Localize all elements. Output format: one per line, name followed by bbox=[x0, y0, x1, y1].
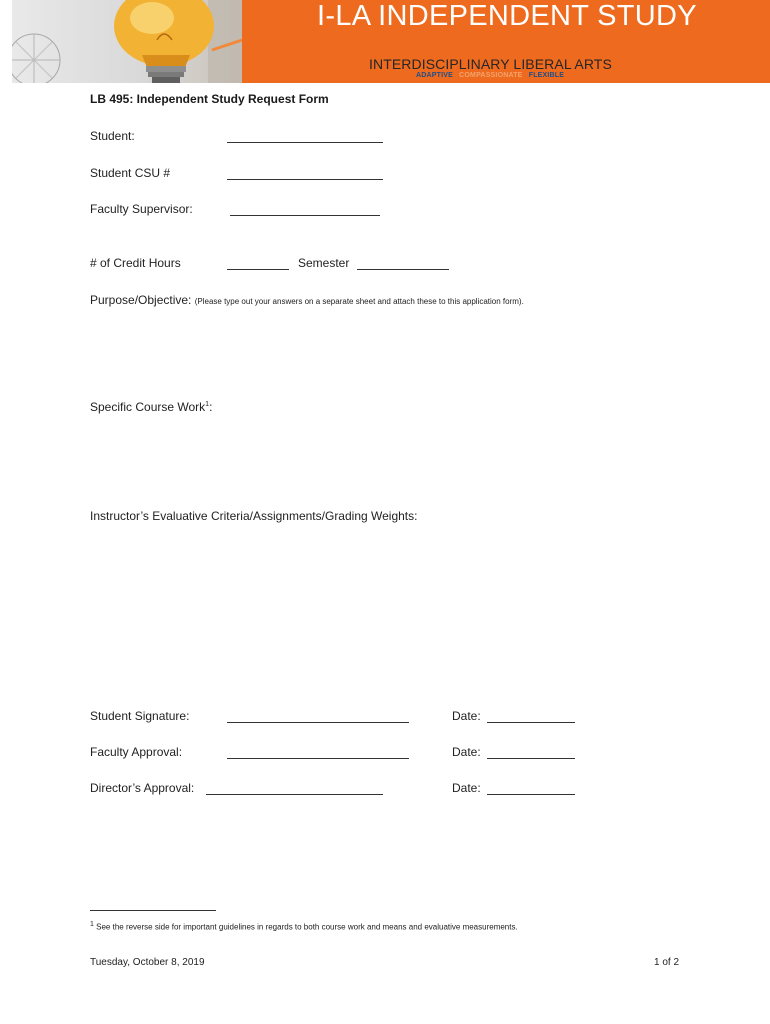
faculty-date-line[interactable] bbox=[487, 758, 575, 759]
credit-hours-label: # of Credit Hours bbox=[90, 256, 181, 270]
header-banner bbox=[12, 0, 770, 83]
student-signature-label: Student Signature: bbox=[90, 709, 190, 723]
course-work bbox=[90, 400, 212, 414]
purpose-note: (Please type out your answers on a separate sheet and attach these to this application form). bbox=[194, 297, 524, 306]
lightbulb-illustration bbox=[12, 0, 242, 83]
faculty-supervisor-line[interactable] bbox=[230, 215, 380, 216]
tag-compassionate: COMPASSIONATE bbox=[459, 72, 523, 79]
faculty-date-label: Date: bbox=[452, 745, 481, 759]
purpose-objective bbox=[90, 293, 524, 307]
faculty-approval-label: Faculty Approval: bbox=[90, 745, 183, 759]
footer-date: Tuesday, October 8, 2019 bbox=[90, 957, 205, 968]
footnote-marker: 1 bbox=[90, 921, 94, 928]
director-approval-label: Director’s Approval: bbox=[90, 781, 195, 795]
banner-subtitle: INTERDISCIPLINARY LIBERAL ARTS bbox=[369, 56, 612, 72]
course-work-label: Specific Course Work bbox=[90, 400, 206, 414]
footnote-divider bbox=[90, 910, 216, 911]
semester-line[interactable] bbox=[357, 269, 449, 270]
page-number: 1 of 2 bbox=[654, 957, 680, 968]
student-date-label: Date: bbox=[452, 709, 481, 723]
banner-title: I-LA INDEPENDENT STUDY bbox=[317, 0, 697, 32]
footnote-text: See the reverse side for important guidelines in regards to both course work and means and evaluative measurements. bbox=[96, 922, 518, 932]
faculty-approval-line[interactable] bbox=[227, 758, 409, 759]
student-label: Student: bbox=[90, 129, 135, 143]
tag-flexible: FLEXIBLE bbox=[528, 72, 565, 79]
form-title: LB 495: Independent Study Request Form bbox=[90, 92, 329, 106]
footnote bbox=[90, 921, 518, 932]
student-csu-line[interactable] bbox=[227, 179, 383, 180]
student-date-line[interactable] bbox=[487, 722, 575, 723]
director-date-line[interactable] bbox=[487, 794, 575, 795]
director-date-label: Date: bbox=[452, 781, 481, 795]
credit-hours-line[interactable] bbox=[227, 269, 289, 270]
student-line[interactable] bbox=[227, 142, 383, 143]
evaluative-criteria-label: Instructor’s Evaluative Criteria/Assignments/Grading Weights: bbox=[90, 509, 418, 523]
semester-label: Semester bbox=[298, 256, 350, 270]
student-csu-label: Student CSU # bbox=[90, 166, 171, 180]
banner-tagline bbox=[416, 72, 564, 79]
tag-adaptive: ADAPTIVE bbox=[416, 72, 453, 79]
director-approval-line[interactable] bbox=[206, 794, 383, 795]
student-signature-line[interactable] bbox=[227, 722, 409, 723]
purpose-label: Purpose/Objective: bbox=[90, 293, 192, 307]
footnote-ref: 1 bbox=[205, 401, 210, 408]
faculty-supervisor-label: Faculty Supervisor: bbox=[90, 202, 193, 216]
course-work-colon: : bbox=[209, 400, 213, 414]
